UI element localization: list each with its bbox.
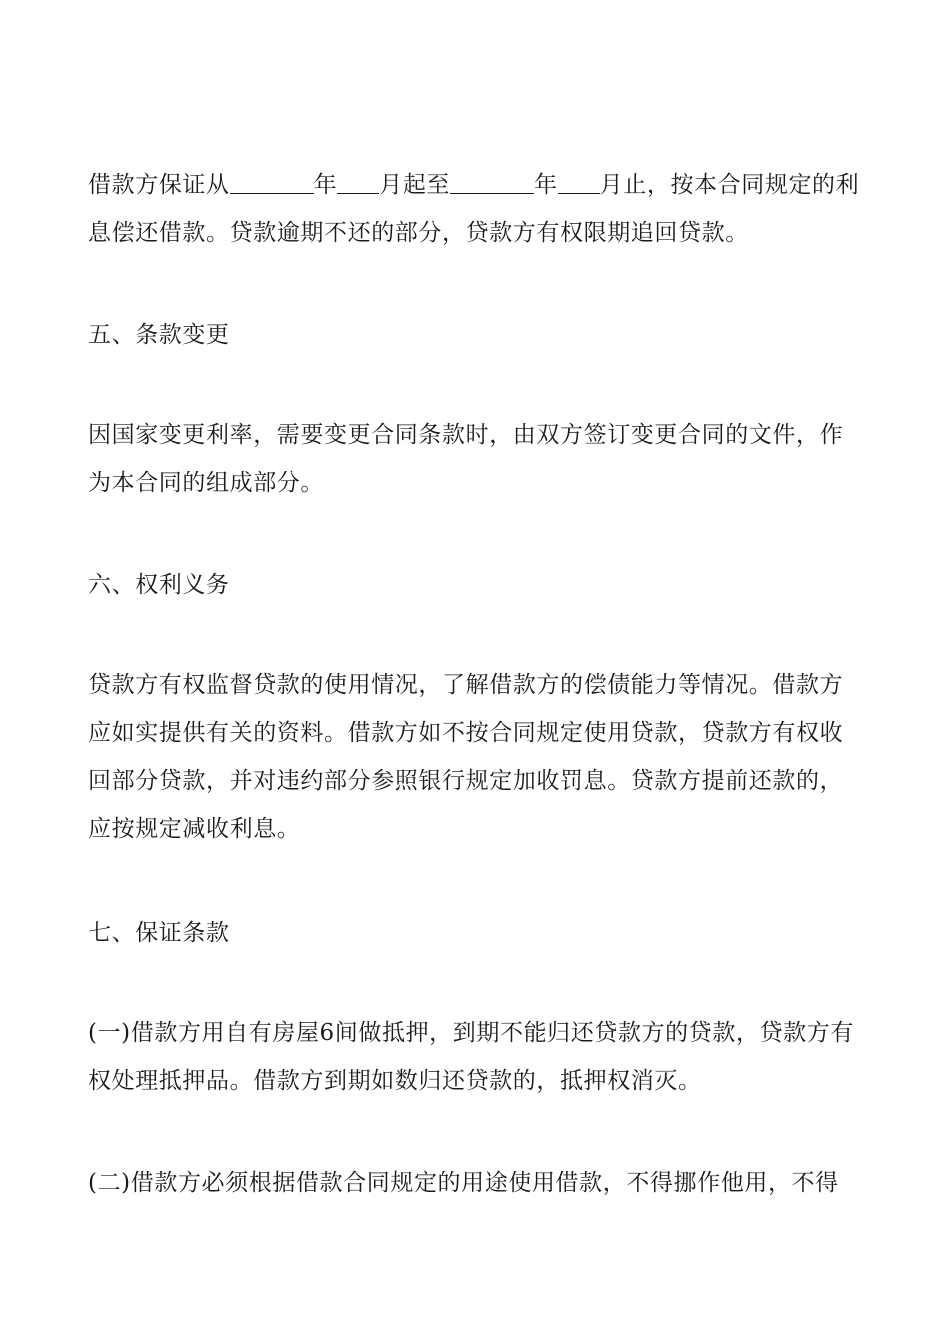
start-year-blank: [230, 163, 314, 194]
section-6-body: 贷款方有权监督贷款的使用情况，了解借款方的偿债能力等情况。借款方应如实提供有关的资料。借款方如不按合同规定使用贷款，贷款方有权收回部分贷款，并对违约部分参照银行规定加收罚息。贷款方提前还款的，应按规定减收利息。: [88, 672, 844, 842]
repayment-text-start: 借款方保证从: [88, 172, 230, 198]
repayment-text-year1: 年: [313, 172, 338, 198]
section-5-body: 因国家变更利率，需要变更合同条款时，由双方签订变更合同的文件，作为本合同的组成部分。: [88, 422, 844, 496]
repayment-paragraph: [88, 161, 864, 257]
start-month-blank: [337, 163, 379, 194]
section-7-item-2: (二)借款方必须根据借款合同规定的用途使用借款，不得挪作他用，不得: [88, 1170, 839, 1196]
repayment-text-year2: 年: [534, 172, 558, 198]
section-6-heading: 六、权利义务: [88, 572, 230, 598]
repayment-text-rest: 月止，按本合同规定的利息偿还借款。贷款逾期不还的部分，贷款方有权限期追回贷款。: [88, 172, 860, 246]
section-5-heading: 五、条款变更: [88, 322, 230, 348]
repayment-text-to: 月起至: [379, 172, 451, 198]
end-month-blank: [558, 163, 600, 194]
section-7-item-1: (一)借款方用自有房屋6间做抵押，到期不能归还贷款方的贷款，贷款方有权处理抵押品。借款方到期如数归还贷款的，抵押权消灭。: [88, 1020, 854, 1094]
end-year-blank: [450, 163, 534, 194]
section-7-heading: 七、保证条款: [88, 920, 230, 946]
